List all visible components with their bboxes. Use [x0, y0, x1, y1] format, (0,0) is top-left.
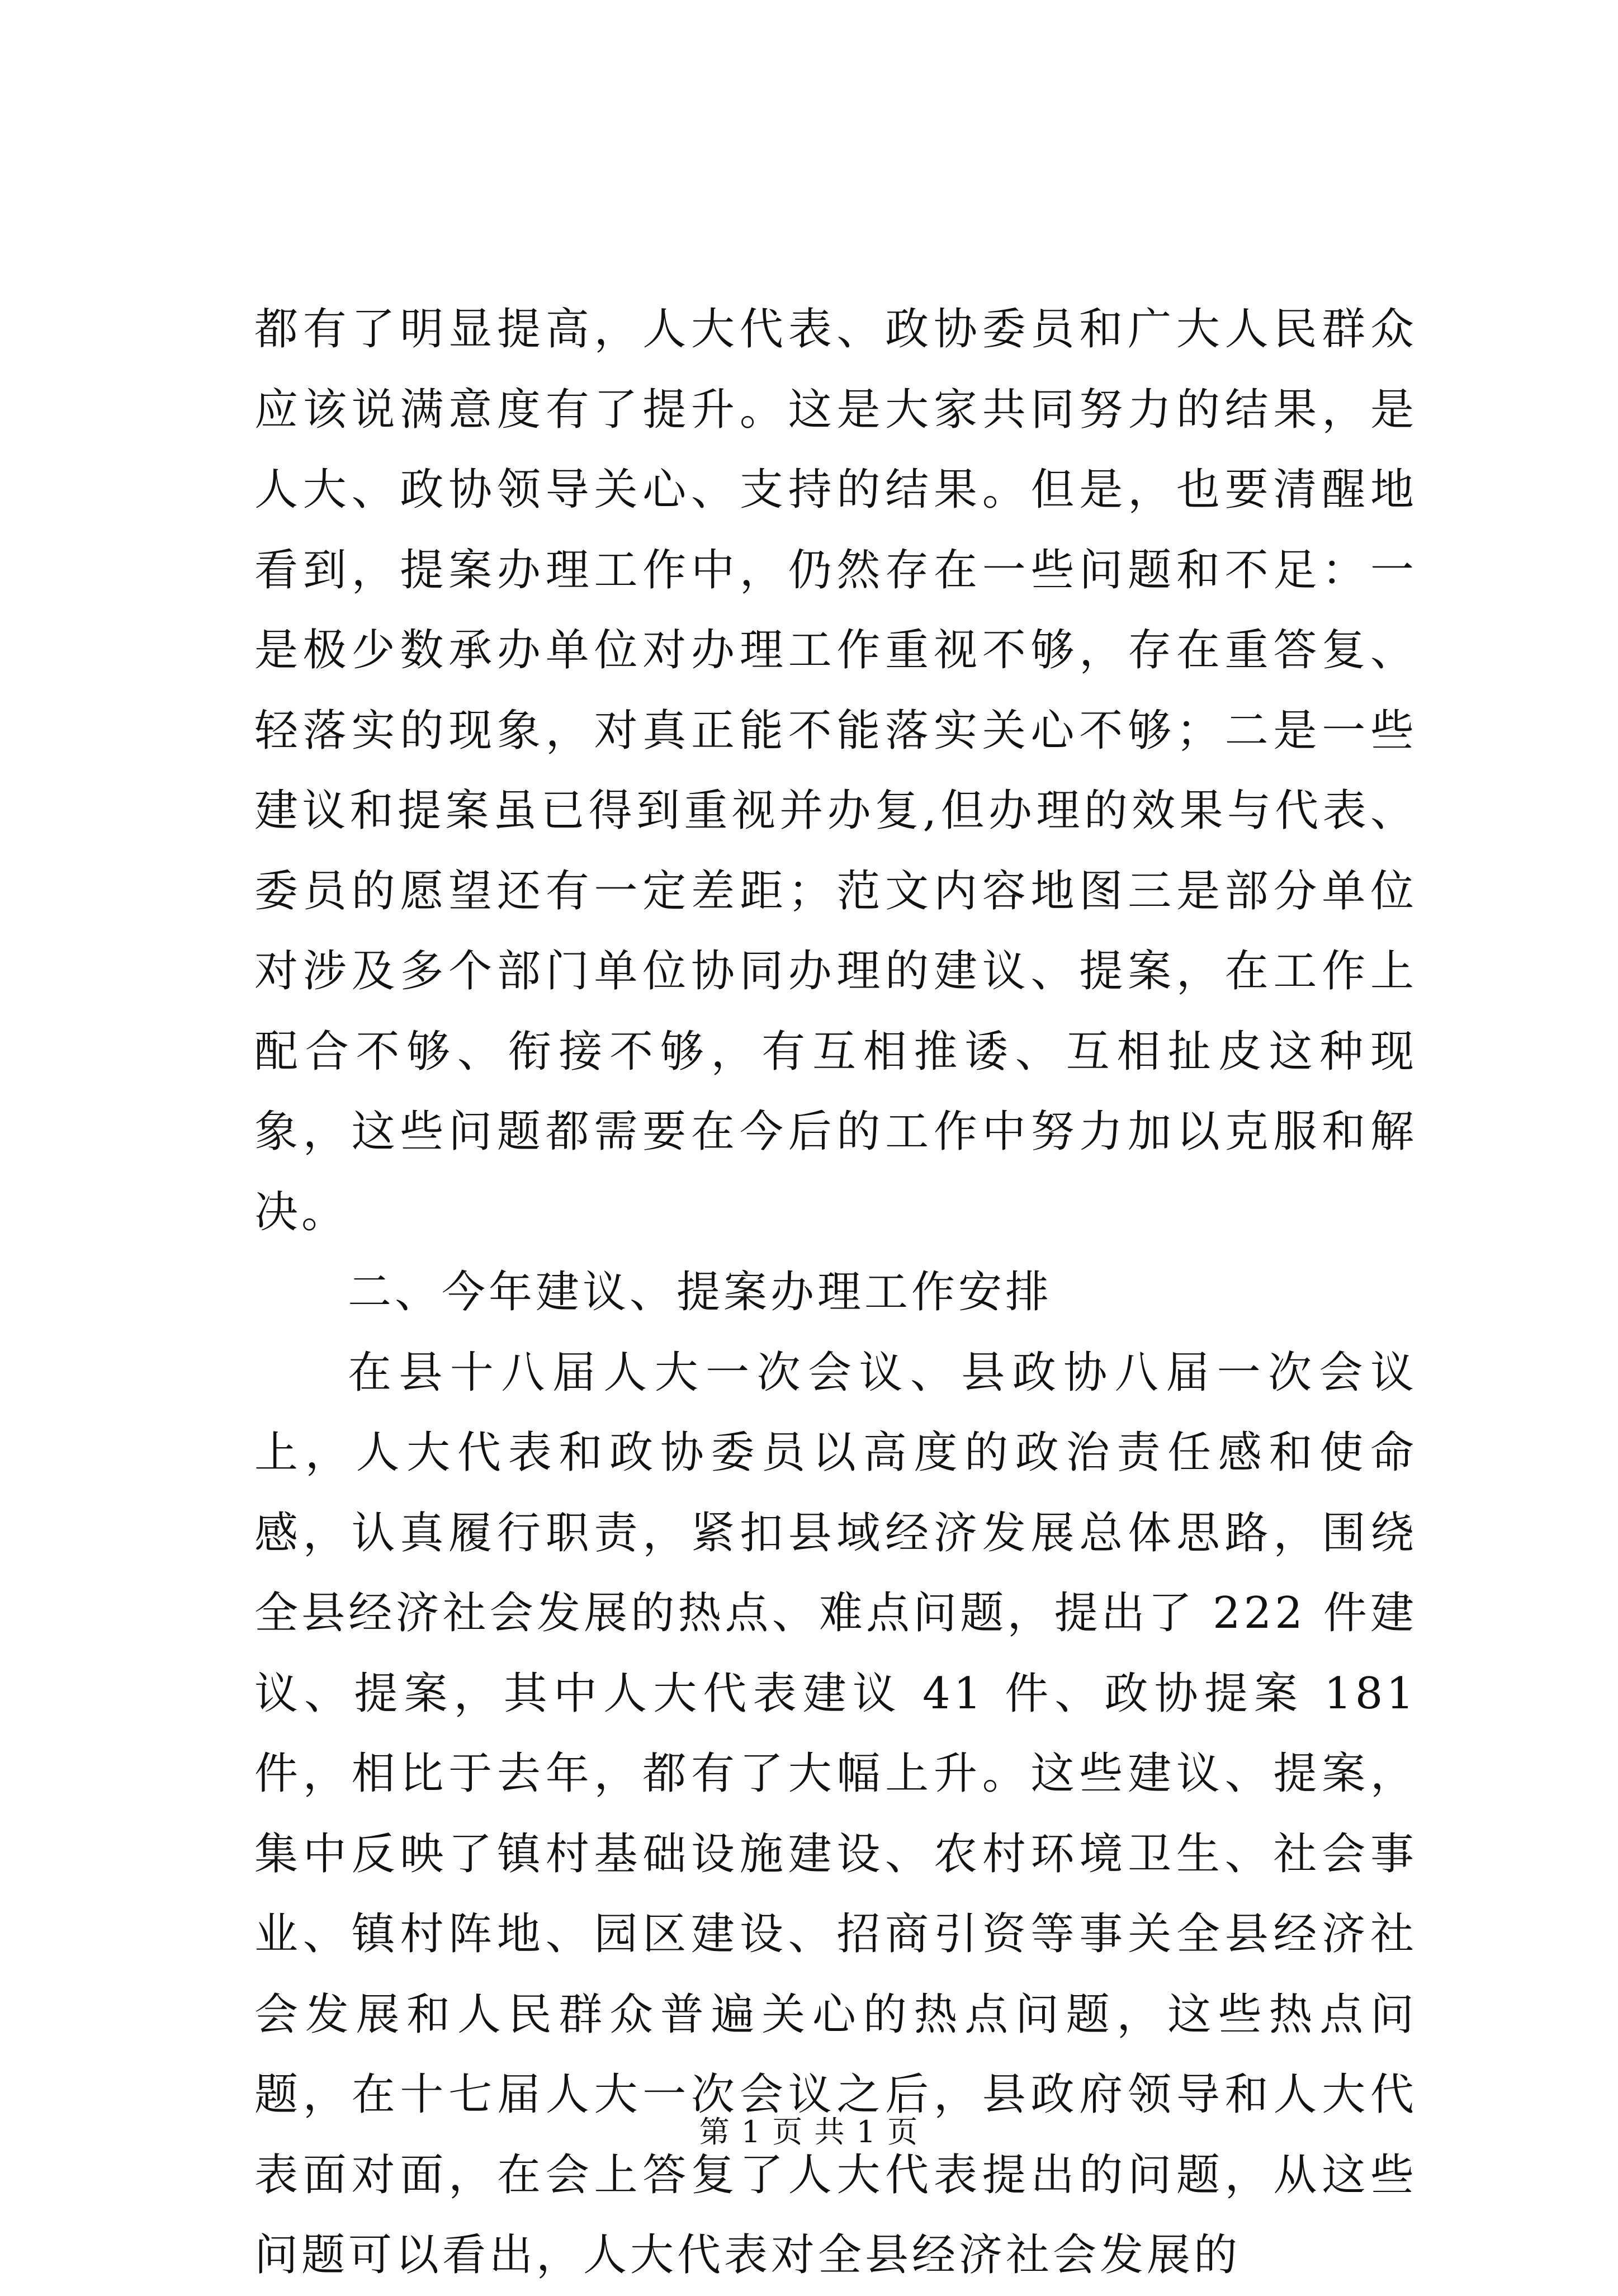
section-heading: 二、今年建议、提案办理工作安排: [348, 1267, 1053, 1317]
paragraph-proposals: 在县十八届人大一次会议、县政协八届一次会议上，人大代表和政协委员以高度的政治责任感和使命感，认真履行职责，紧扣县域经济发展总体思路，围绕全县经济社会发展的热点、难点问题，提出了 222 件建议、提案，其中人大代表建议 41 件、政协提案 181 件，相比于去年，都有了大幅上升。这些建议、提案，集中反映了镇村基础设施建设、农村环境卫生、社会事业、镇村阵地、园区建设、招商引资等事关全县经济社会发展和人民群众普遍关心的热点问题，这些热点问题，在十七届人大一次会议之后，县政府领导和人大代表面对面，在会上答复了人大代表提出的问题，从这些问题可以看出，人大代表对全县经济社会发展的: [254, 1347, 1417, 2280]
page-number-footer: 第 1 页 共 1 页: [699, 2114, 919, 2149]
document-body: [254, 290, 1417, 2296]
paragraph-problems: 都有了明显提高，人大代表、政协委员和广大人民群众应该说满意度有了提升。这是大家共同努力的结果，是人大、政协领导关心、支持的结果。但是，也要清醒地看到，提案办理工作中，仍然存在一些问题和不足：一是极少数承办单位对办理工作重视不够，存在重答复、轻落实的现象，对真正能不能落实关心不够；二是一些建议和提案虽已得到重视并办复,但办理的效果与代表、委员的愿望还有一定差距；范文内容地图三是部分单位对涉及多个部门单位协同办理的建议、提案，在工作上配合不够、衔接不够，有互相推诿、互相扯皮这种现象，这些问题都需要在今后的工作中努力加以克服和解决。: [254, 304, 1417, 1237]
